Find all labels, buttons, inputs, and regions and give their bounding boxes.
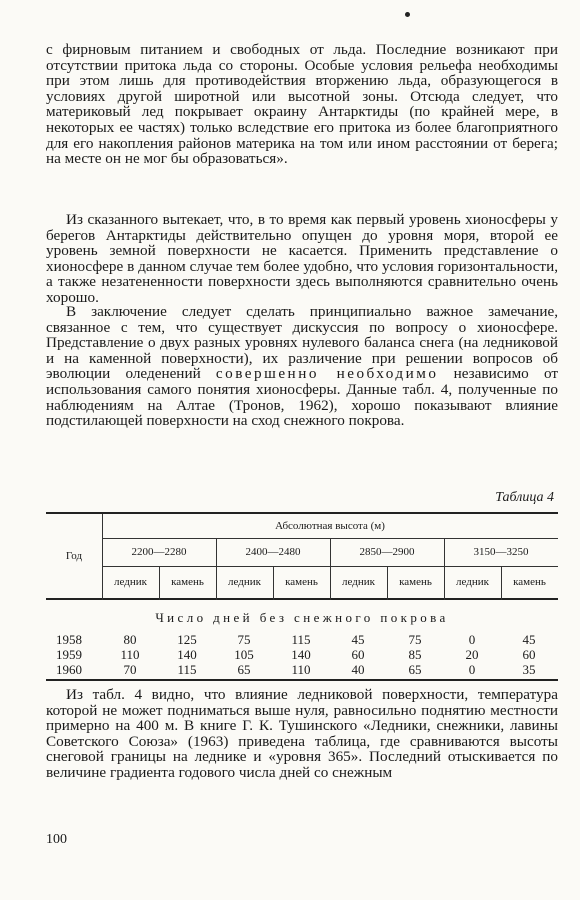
- cell: 60: [522, 647, 536, 662]
- cell: 0: [468, 662, 476, 677]
- header-range-2: 2400—2480: [245, 546, 301, 558]
- table-row: [46, 632, 558, 646]
- header-range-1: 2200—2280: [131, 546, 187, 558]
- cell: 70: [123, 662, 137, 677]
- header-altitude-group: Абсолютная высота (м): [275, 520, 385, 532]
- paragraph-4-text: Из табл. 4 видно, что влияние ледниковой поверхности, температура которой не может подниматься выше нуля, равносильно поднятию местности примерно на 400 м. В книге Г. К. Тушинского «Ледники, снежники, лавины Советского Союза» (1963) приведена таблица, где сравниваются высоты снеговой границы на леднике и «уровня 365». Последний отыскивается по величине градиента годового числа дней со снежным: [46, 686, 558, 781]
- cell: 45: [351, 632, 365, 647]
- paragraph-3: [46, 304, 558, 429]
- table-header: [46, 512, 558, 600]
- paragraph-3-text: [46, 304, 558, 429]
- row-year: 1958: [56, 632, 82, 647]
- cell: 110: [291, 662, 311, 677]
- row-year: 1960: [56, 662, 82, 677]
- cell: 35: [522, 662, 536, 677]
- cell: 0: [468, 632, 476, 647]
- header-glacier-4: ледник: [456, 576, 489, 588]
- table-section-title: Число дней без снежного покрова: [155, 610, 449, 625]
- header-stone-4: камень: [513, 576, 546, 588]
- table-row: [46, 662, 558, 676]
- cell: 75: [408, 632, 422, 647]
- table-bottom-rule: [46, 679, 558, 681]
- cell: 65: [237, 662, 251, 677]
- paragraph-2: [46, 212, 558, 306]
- cell: 40: [351, 662, 365, 677]
- paragraph-2-text: Из сказанного вытекает, что, в то время как первый уровень хионосферы у берегов Антарктиды действительно опущен до уровня моря, второй ее уровень земной поверхности не касается. Применить представление о хионосфере в данном случае тем более удобно, что условия горизонтальности, а также незатененности поверхности здесь выполняются сравнительно очень хорошо.: [46, 211, 558, 306]
- header-glacier-1: ледник: [114, 576, 147, 588]
- cell: 85: [408, 647, 422, 662]
- cell: 115: [291, 632, 311, 647]
- cell: 140: [177, 647, 197, 662]
- paragraph-3-emphasis: совершенно необходимо: [215, 365, 439, 383]
- cell: 105: [234, 647, 254, 662]
- paragraph-3-part-a: В заключение следует сделать принципиально важное замечание, связанное с тем, что существует дискуссия по вопросу о хионосфере. Представление о двух разных уровнях нулевого баланса снега (на ледниковой и на каменной поверхности), их различение при решении вопросов об эволюции оледенений: [46, 303, 558, 383]
- cell: 125: [177, 632, 197, 647]
- cell: 110: [120, 647, 140, 662]
- cell: 80: [123, 632, 137, 647]
- cell: 60: [351, 647, 365, 662]
- header-stone-2: камень: [285, 576, 318, 588]
- table-row: [46, 647, 558, 661]
- table-caption: Таблица 4: [495, 490, 554, 505]
- header-stone-1: камень: [171, 576, 204, 588]
- page-number: 100: [46, 832, 67, 847]
- paragraph-3-part-b: независимо от использования самого понятия хионосферы. Данные табл. 4, полученные по наблюдениям на Алтае (Тронов, 1962), хорошо показывают влияние подстилающей поверхности на сход снежного покрова.: [46, 365, 558, 430]
- paragraph-1-text: с фирновым питанием и свободных от льда. Последние возникают при отсутствии притока льда со стороны. Особые условия рельефа необходимы при этом лишь для противодействия вторжению льда, образующегося в условиях другой широтной или высотной зоны. Отсюда следует, что материковый лед покрывает окраину Антарктиды (по крайней мере, в некоторых ее частях) только вследствие его притока из более благоприятного для его накопления районов материка на том или ином расстоянии от берега; на месте он не мог бы образоваться».: [46, 41, 558, 168]
- header-range-4: 3150—3250: [473, 546, 529, 558]
- cell: 115: [177, 662, 197, 677]
- cell: 65: [408, 662, 422, 677]
- cell: 45: [522, 632, 536, 647]
- header-year: Год: [65, 550, 83, 562]
- header-glacier-2: ледник: [228, 576, 261, 588]
- header-glacier-3: ледник: [342, 576, 375, 588]
- print-dot-mark: [405, 12, 410, 17]
- paragraph-4: [46, 687, 558, 781]
- cell: 20: [465, 647, 479, 662]
- header-stone-3: камень: [399, 576, 432, 588]
- header-range-3: 2850—2900: [359, 546, 415, 558]
- cell: 140: [291, 647, 311, 662]
- row-year: 1959: [56, 647, 82, 662]
- paragraph-1: [46, 42, 558, 167]
- cell: 75: [237, 632, 251, 647]
